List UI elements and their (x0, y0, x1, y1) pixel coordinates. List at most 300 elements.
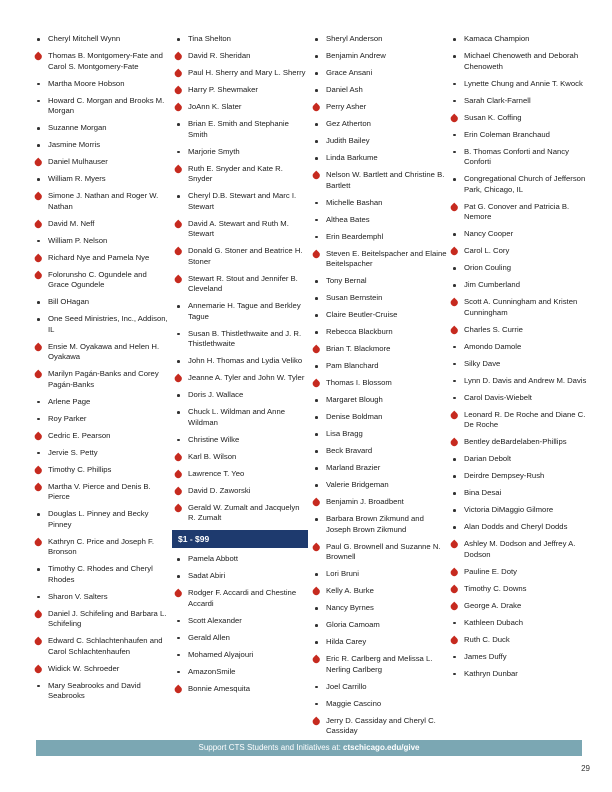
donor-list-item (172, 34, 308, 45)
donor-name: B. Thomas Conforti and Nancy Conforti (464, 146, 569, 166)
donor-name: Daniel Ash (326, 85, 363, 94)
flame-icon (450, 325, 460, 335)
donor-list-item (32, 448, 168, 459)
donor-list-item (448, 652, 588, 663)
flame-icon (174, 503, 184, 513)
donor-name: Kamaca Champion (464, 34, 530, 43)
donor-list-item (310, 310, 448, 321)
donor-list-item (32, 636, 168, 657)
donor-list-item (32, 369, 168, 390)
flame-icon (34, 191, 44, 201)
donor-list-item (448, 669, 588, 680)
flame-icon (34, 270, 44, 280)
donor-list-item (310, 569, 448, 580)
donor-list-item (172, 147, 308, 158)
donor-list-item (172, 274, 308, 295)
donor-name: Erin Beardemphl (326, 231, 384, 241)
donor-name: William R. Myers (48, 174, 106, 183)
donor-name: Scott Alexander (188, 615, 242, 625)
flame-icon (450, 113, 460, 123)
donor-name: Widick W. Schroeder (48, 663, 120, 673)
donor-list-item (310, 153, 448, 164)
bullet-icon (312, 153, 322, 163)
bullet-icon (174, 356, 184, 366)
donor-list-item (310, 446, 448, 457)
donor-name: Ensie M. Oyakawa and Helen H. Oyakawa (48, 341, 160, 361)
donor-name: Carol L. Cory (464, 246, 510, 255)
donor-name: David M. Neff (48, 218, 95, 228)
donor-list-item (310, 276, 448, 287)
bullet-icon (450, 280, 460, 290)
donor-list-item (32, 34, 168, 45)
bullet-icon (34, 79, 44, 89)
flame-icon (174, 373, 184, 383)
bullet-icon (34, 592, 44, 602)
donor-name: Suzanne Morgan (48, 123, 107, 132)
flame-icon (34, 369, 44, 379)
donor-name: Nelson W. Bartlett and Christine B. Bartlett (326, 170, 445, 190)
donor-name: Pam Blanchard (326, 361, 379, 370)
donor-list-item (448, 79, 588, 90)
bullet-icon (174, 667, 184, 677)
donor-name: Sadat Abiri (188, 571, 226, 580)
donor-list-item (310, 463, 448, 474)
donor-name: Bonnie Amesquita (188, 683, 250, 693)
flame-icon (312, 249, 322, 259)
donor-name: Kelly A. Burke (326, 586, 374, 595)
donor-name: Beck Bravard (326, 446, 373, 455)
donor-name: Valerie Bridgeman (326, 480, 389, 489)
bullet-icon (450, 342, 460, 352)
bullet-icon (312, 480, 322, 490)
flame-icon (34, 219, 44, 229)
bullet-icon (450, 96, 460, 106)
bullet-icon (450, 393, 460, 403)
donor-name: Scott A. Cunningham and Kristen Cunningham (464, 297, 578, 317)
bullet-icon (174, 301, 184, 311)
bullet-icon (450, 130, 460, 140)
donor-list-item (448, 130, 588, 141)
donor-name: Timothy C. Phillips (48, 464, 112, 474)
flame-icon (312, 654, 322, 664)
donor-name: Tony Bernal (326, 276, 367, 285)
donor-name: Grace Ansani (326, 68, 373, 77)
bullet-icon (312, 198, 322, 208)
flame-icon (174, 469, 184, 479)
donor-list-item (32, 509, 168, 530)
footer-bar (36, 740, 582, 756)
flame-icon (174, 102, 184, 112)
donor-name: Jervie S. Petty (48, 447, 98, 457)
donor-list-item (448, 174, 588, 195)
donor-name: Sarah Clark-Farnell (464, 95, 531, 105)
page-number: 29 (581, 764, 590, 773)
donor-list-item (310, 198, 448, 209)
donor-name: Jerry D. Cassiday and Cheryl C. Cassiday (326, 715, 436, 735)
donor-list-item (448, 635, 588, 646)
flame-icon (312, 586, 322, 596)
donor-name: Paul G. Brownell and Suzanne N. Brownell (326, 541, 441, 561)
donor-list-item (310, 378, 448, 389)
donor-name: David A. Stewart and Ruth M. Stewart (188, 218, 289, 238)
donor-name: Althea Bates (326, 214, 370, 224)
bullet-icon (174, 329, 184, 339)
donor-name: Denise Boldman (326, 412, 383, 421)
donor-name: Martha Moore Hobson (48, 78, 125, 88)
flame-icon (34, 157, 44, 167)
donor-list-item (310, 699, 448, 710)
bullet-icon (174, 633, 184, 643)
donor-name: Brian E. Smith and Stephanie Smith (188, 119, 289, 139)
flame-icon (174, 246, 184, 256)
bullet-icon (312, 361, 322, 371)
donor-list-item (32, 465, 168, 476)
flame-icon (312, 170, 322, 180)
bullet-icon (312, 620, 322, 630)
bullet-icon (450, 471, 460, 481)
donor-list-item (310, 215, 448, 226)
donor-name: Sharon V. Salters (48, 591, 108, 601)
donor-list-item (172, 219, 308, 240)
bullet-icon (312, 327, 322, 337)
donor-list-item (448, 263, 588, 274)
donor-list-item (32, 174, 168, 185)
donor-name: Claire Beutler-Cruise (326, 310, 398, 319)
donor-name: Leonard R. De Roche and Diane C. De Roche (464, 409, 586, 429)
donor-list-item (172, 684, 308, 695)
footer-link[interactable]: ctschicago.edu/give (343, 743, 420, 752)
flame-icon (34, 482, 44, 492)
donor-name: Timothy C. Rhodes and Cheryl Rhodes (48, 564, 153, 584)
donor-list-item (448, 601, 588, 612)
bullet-icon (312, 51, 322, 61)
donor-list-item (448, 522, 588, 533)
donor-list-item (172, 554, 308, 565)
donor-list-item (448, 246, 588, 257)
donor-list-item (310, 497, 448, 508)
bullet-icon (34, 509, 44, 519)
donor-list-item (310, 514, 448, 535)
donor-list-item (172, 452, 308, 463)
bullet-icon (312, 136, 322, 146)
bullet-icon (312, 682, 322, 692)
bullet-icon (34, 681, 44, 691)
donor-name: Lynn D. Davis and Andrew M. Davis (464, 375, 587, 385)
donor-name: Orion Couling (464, 263, 512, 272)
donor-name: Doris J. Wallace (188, 390, 244, 399)
donor-list-item (310, 542, 448, 563)
bullet-icon (450, 51, 460, 61)
donor-name: Silky Dave (464, 358, 501, 368)
flame-icon (174, 452, 184, 462)
bullet-icon (312, 293, 322, 303)
donor-name: Linda Barkume (326, 153, 378, 162)
donor-name: Susan B. Thistlethwaite and J. R. Thistlethwaite (188, 328, 302, 348)
donor-name: Alan Dodds and Cheryl Dodds (464, 522, 568, 531)
donor-name: Charles S. Currie (464, 324, 523, 334)
donor-list-item (32, 297, 168, 308)
donor-list-item (310, 136, 448, 147)
donor-name: Steven E. Beitelspacher and Elaine Beitelspacher (326, 248, 447, 268)
flame-icon (450, 410, 460, 420)
donor-list-item (172, 68, 308, 79)
bullet-icon (312, 68, 322, 78)
donor-list-item (32, 482, 168, 503)
flame-icon (450, 601, 460, 611)
bullet-icon (34, 174, 44, 184)
donor-list-item (448, 471, 588, 482)
donor-list-item (172, 390, 308, 401)
donor-list-item (32, 96, 168, 117)
donor-name: Jeanne A. Tyler and John W. Tyler (188, 373, 305, 382)
bullet-icon (450, 359, 460, 369)
donor-list-item (32, 219, 168, 230)
donor-list-item (448, 342, 588, 353)
donor-list-item (448, 325, 588, 336)
donor-name: Christine Wilke (188, 434, 240, 444)
donor-list-item (172, 301, 308, 322)
donor-name: Margaret Blough (326, 395, 383, 404)
donor-list-item (172, 51, 308, 62)
donor-list-item (32, 609, 168, 630)
donor-list-item (310, 344, 448, 355)
donor-name: Ruth E. Snyder and Kate R. Snyder (188, 163, 283, 183)
bullet-icon (174, 119, 184, 129)
donor-list-item (310, 586, 448, 597)
donor-list-item (310, 682, 448, 693)
donor-name: JoAnn K. Slater (188, 102, 242, 111)
donor-name: Mohamed Alyajouri (188, 649, 254, 659)
donor-list-item (310, 654, 448, 675)
flame-icon (174, 219, 184, 229)
donor-name: Daniel J. Schifeling and Barbara L. Schifeling (48, 608, 167, 628)
flame-icon (174, 85, 184, 95)
donor-list-item (448, 359, 588, 370)
donor-name: Hilda Carey (326, 637, 367, 646)
bullet-icon (312, 395, 322, 405)
bullet-icon (34, 448, 44, 458)
donor-list-item (172, 435, 308, 446)
donor-list-item (310, 34, 448, 45)
flame-icon (174, 486, 184, 496)
flame-icon (450, 584, 460, 594)
bullet-icon (34, 236, 44, 246)
donor-list-item (448, 437, 588, 448)
donor-list-item (32, 253, 168, 264)
bullet-icon (312, 603, 322, 613)
bullet-icon (450, 618, 460, 628)
bullet-icon (312, 569, 322, 579)
bullet-icon (34, 34, 44, 44)
flame-icon (34, 51, 44, 61)
donor-list-item (172, 588, 308, 609)
bullet-icon (450, 454, 460, 464)
donor-list-item (310, 51, 448, 62)
donor-list-item (310, 249, 448, 270)
donor-name: Joel Carrillo (326, 681, 367, 691)
donor-list-item (310, 232, 448, 243)
flame-icon (174, 274, 184, 284)
donor-name: Deirdre Dempsey-Rush (464, 471, 545, 480)
flame-icon (34, 342, 44, 352)
donor-list-item (448, 505, 588, 516)
bullet-icon (174, 435, 184, 445)
bullet-icon (174, 554, 184, 564)
donor-name: One Seed Ministries, Inc., Addison, IL (48, 314, 168, 334)
donor-name: Nancy Byrnes (326, 603, 374, 612)
donor-list-item (310, 327, 448, 338)
donor-name: Lynette Chung and Annie T. Kwock (464, 78, 583, 88)
donor-name: Gloria Camoam (326, 620, 380, 629)
donor-list-item (172, 667, 308, 678)
flame-icon (312, 497, 322, 507)
donor-list-item (310, 603, 448, 614)
donor-name: Cheryl D.B. Stewart and Marc I. Stewart (188, 191, 297, 211)
donor-name: Bina Desai (464, 488, 502, 497)
donor-name: Kathryn C. Price and Joseph F. Bronson (48, 536, 154, 556)
bullet-icon (34, 564, 44, 574)
donor-column-1 (32, 34, 168, 708)
donor-name: Stewart R. Stout and Jennifer B. Cleveland (188, 273, 298, 293)
flame-icon (34, 253, 44, 263)
donor-name: Cheryl Mitchell Wynn (48, 34, 121, 43)
donor-list-item (310, 412, 448, 423)
donor-column-4 (448, 34, 588, 686)
donor-list-item (32, 537, 168, 558)
donor-name: Edward C. Schlachtenhaufen and Carol Schlachtenhaufen (48, 636, 163, 656)
donor-list-item (448, 539, 588, 560)
donor-name: Gerald W. Zumalt and Jacquelyn R. Zumalt (188, 502, 300, 522)
flame-icon (312, 344, 322, 354)
flame-icon (34, 636, 44, 646)
donor-list-item (172, 407, 308, 428)
donor-list-item (172, 246, 308, 267)
donor-list-item (310, 68, 448, 79)
donor-list-item (310, 620, 448, 631)
donor-name: Maggie Cascino (326, 698, 382, 708)
donor-name: Harry P. Shewmaker (188, 85, 258, 94)
donor-list-item (448, 51, 588, 72)
donor-list-item (172, 191, 308, 212)
donor-list-item (310, 637, 448, 648)
donor-list-item (32, 140, 168, 151)
donor-name: Chuck L. Wildman and Anne Wildman (188, 407, 286, 427)
donor-column-3 (310, 34, 448, 743)
bullet-icon (450, 522, 460, 532)
donor-name: Congregational Church of Jefferson Park, Chicago, IL (464, 174, 586, 194)
donor-name: Nancy Cooper (464, 229, 514, 238)
donor-name: Timothy C. Downs (464, 583, 527, 593)
donor-name: Rodger F. Accardi and Chestine Accardi (188, 588, 297, 608)
flame-icon (174, 68, 184, 78)
bullet-icon (312, 276, 322, 286)
donor-name: Victoria DiMaggio Gilmore (464, 505, 554, 514)
bullet-icon (34, 297, 44, 307)
bullet-icon (312, 85, 322, 95)
donor-name: Annemarie H. Tague and Berkley Tague (188, 301, 301, 321)
bullet-icon (34, 314, 44, 324)
donor-list-item (448, 393, 588, 404)
bullet-icon (34, 123, 44, 133)
flame-icon (174, 588, 184, 598)
flame-icon (450, 437, 460, 447)
bullet-icon (312, 514, 322, 524)
donor-name: Karl B. Wilson (188, 451, 237, 461)
donor-list-item (448, 96, 588, 107)
donor-list-item (310, 170, 448, 191)
flame-icon (312, 542, 322, 552)
donor-list-item (32, 397, 168, 408)
donor-name: Judith Bailey (326, 136, 370, 145)
footer-text: Support CTS Students and Initiatives at: (198, 743, 341, 752)
donor-name: Donald G. Stoner and Beatrice H. Stoner (188, 246, 303, 266)
donor-list-item (32, 681, 168, 702)
donor-list-item (448, 618, 588, 629)
donor-name: Susan K. Coffing (464, 112, 522, 122)
donor-list-item (448, 113, 588, 124)
donor-list-item (32, 564, 168, 585)
bullet-icon (312, 637, 322, 647)
donor-list-item (32, 431, 168, 442)
donor-list-item (310, 293, 448, 304)
donor-list-item (310, 361, 448, 372)
donor-list-item (32, 123, 168, 134)
donor-list-item (310, 716, 448, 737)
donor-name: Eric R. Carlberg and Melissa L. Nerling Carlberg (326, 654, 433, 674)
bullet-icon (312, 34, 322, 44)
donor-name: John H. Thomas and Lydia Veliko (188, 356, 303, 365)
flame-icon (312, 378, 322, 388)
bullet-icon (312, 119, 322, 129)
bullet-icon (450, 505, 460, 515)
flame-icon (450, 635, 460, 645)
bullet-icon (312, 446, 322, 456)
flame-icon (174, 164, 184, 174)
donor-list-item (448, 34, 588, 45)
donor-list-item (32, 51, 168, 72)
donor-list-item (172, 503, 308, 524)
donor-name: Howard C. Morgan and Brooks M. Morgan (48, 95, 165, 115)
bullet-icon (312, 232, 322, 242)
donor-name: Sheryl Anderson (326, 34, 383, 43)
donor-name: Roy Parker (48, 413, 87, 423)
bullet-icon (450, 376, 460, 386)
donor-name: Pat G. Conover and Patricia B. Nemore (464, 201, 570, 221)
bullet-icon (312, 412, 322, 422)
donor-name: Marjorie Smyth (188, 146, 240, 156)
donor-name: Thomas I. Blossom (326, 378, 392, 387)
donor-name: James Duffy (464, 651, 507, 661)
donor-list-item (32, 191, 168, 212)
donor-name: Jim Cumberland (464, 280, 520, 289)
donor-list-item (448, 584, 588, 595)
donor-list-item (32, 236, 168, 247)
donor-list-item (448, 567, 588, 578)
donor-name: Cedric E. Pearson (48, 430, 111, 440)
donor-name: Lisa Bragg (326, 429, 363, 438)
donor-list-item (172, 633, 308, 644)
flame-icon (450, 297, 460, 307)
donor-list-item (32, 79, 168, 90)
donor-list-item (32, 414, 168, 425)
donor-list-item (310, 429, 448, 440)
flame-icon (312, 716, 322, 726)
donor-name: George A. Drake (464, 600, 522, 610)
donor-name: Erin Coleman Branchaud (464, 129, 550, 139)
donor-name: Mary Seabrooks and David Seabrooks (48, 680, 141, 700)
donor-list-item (448, 454, 588, 465)
donor-list-item (448, 202, 588, 223)
